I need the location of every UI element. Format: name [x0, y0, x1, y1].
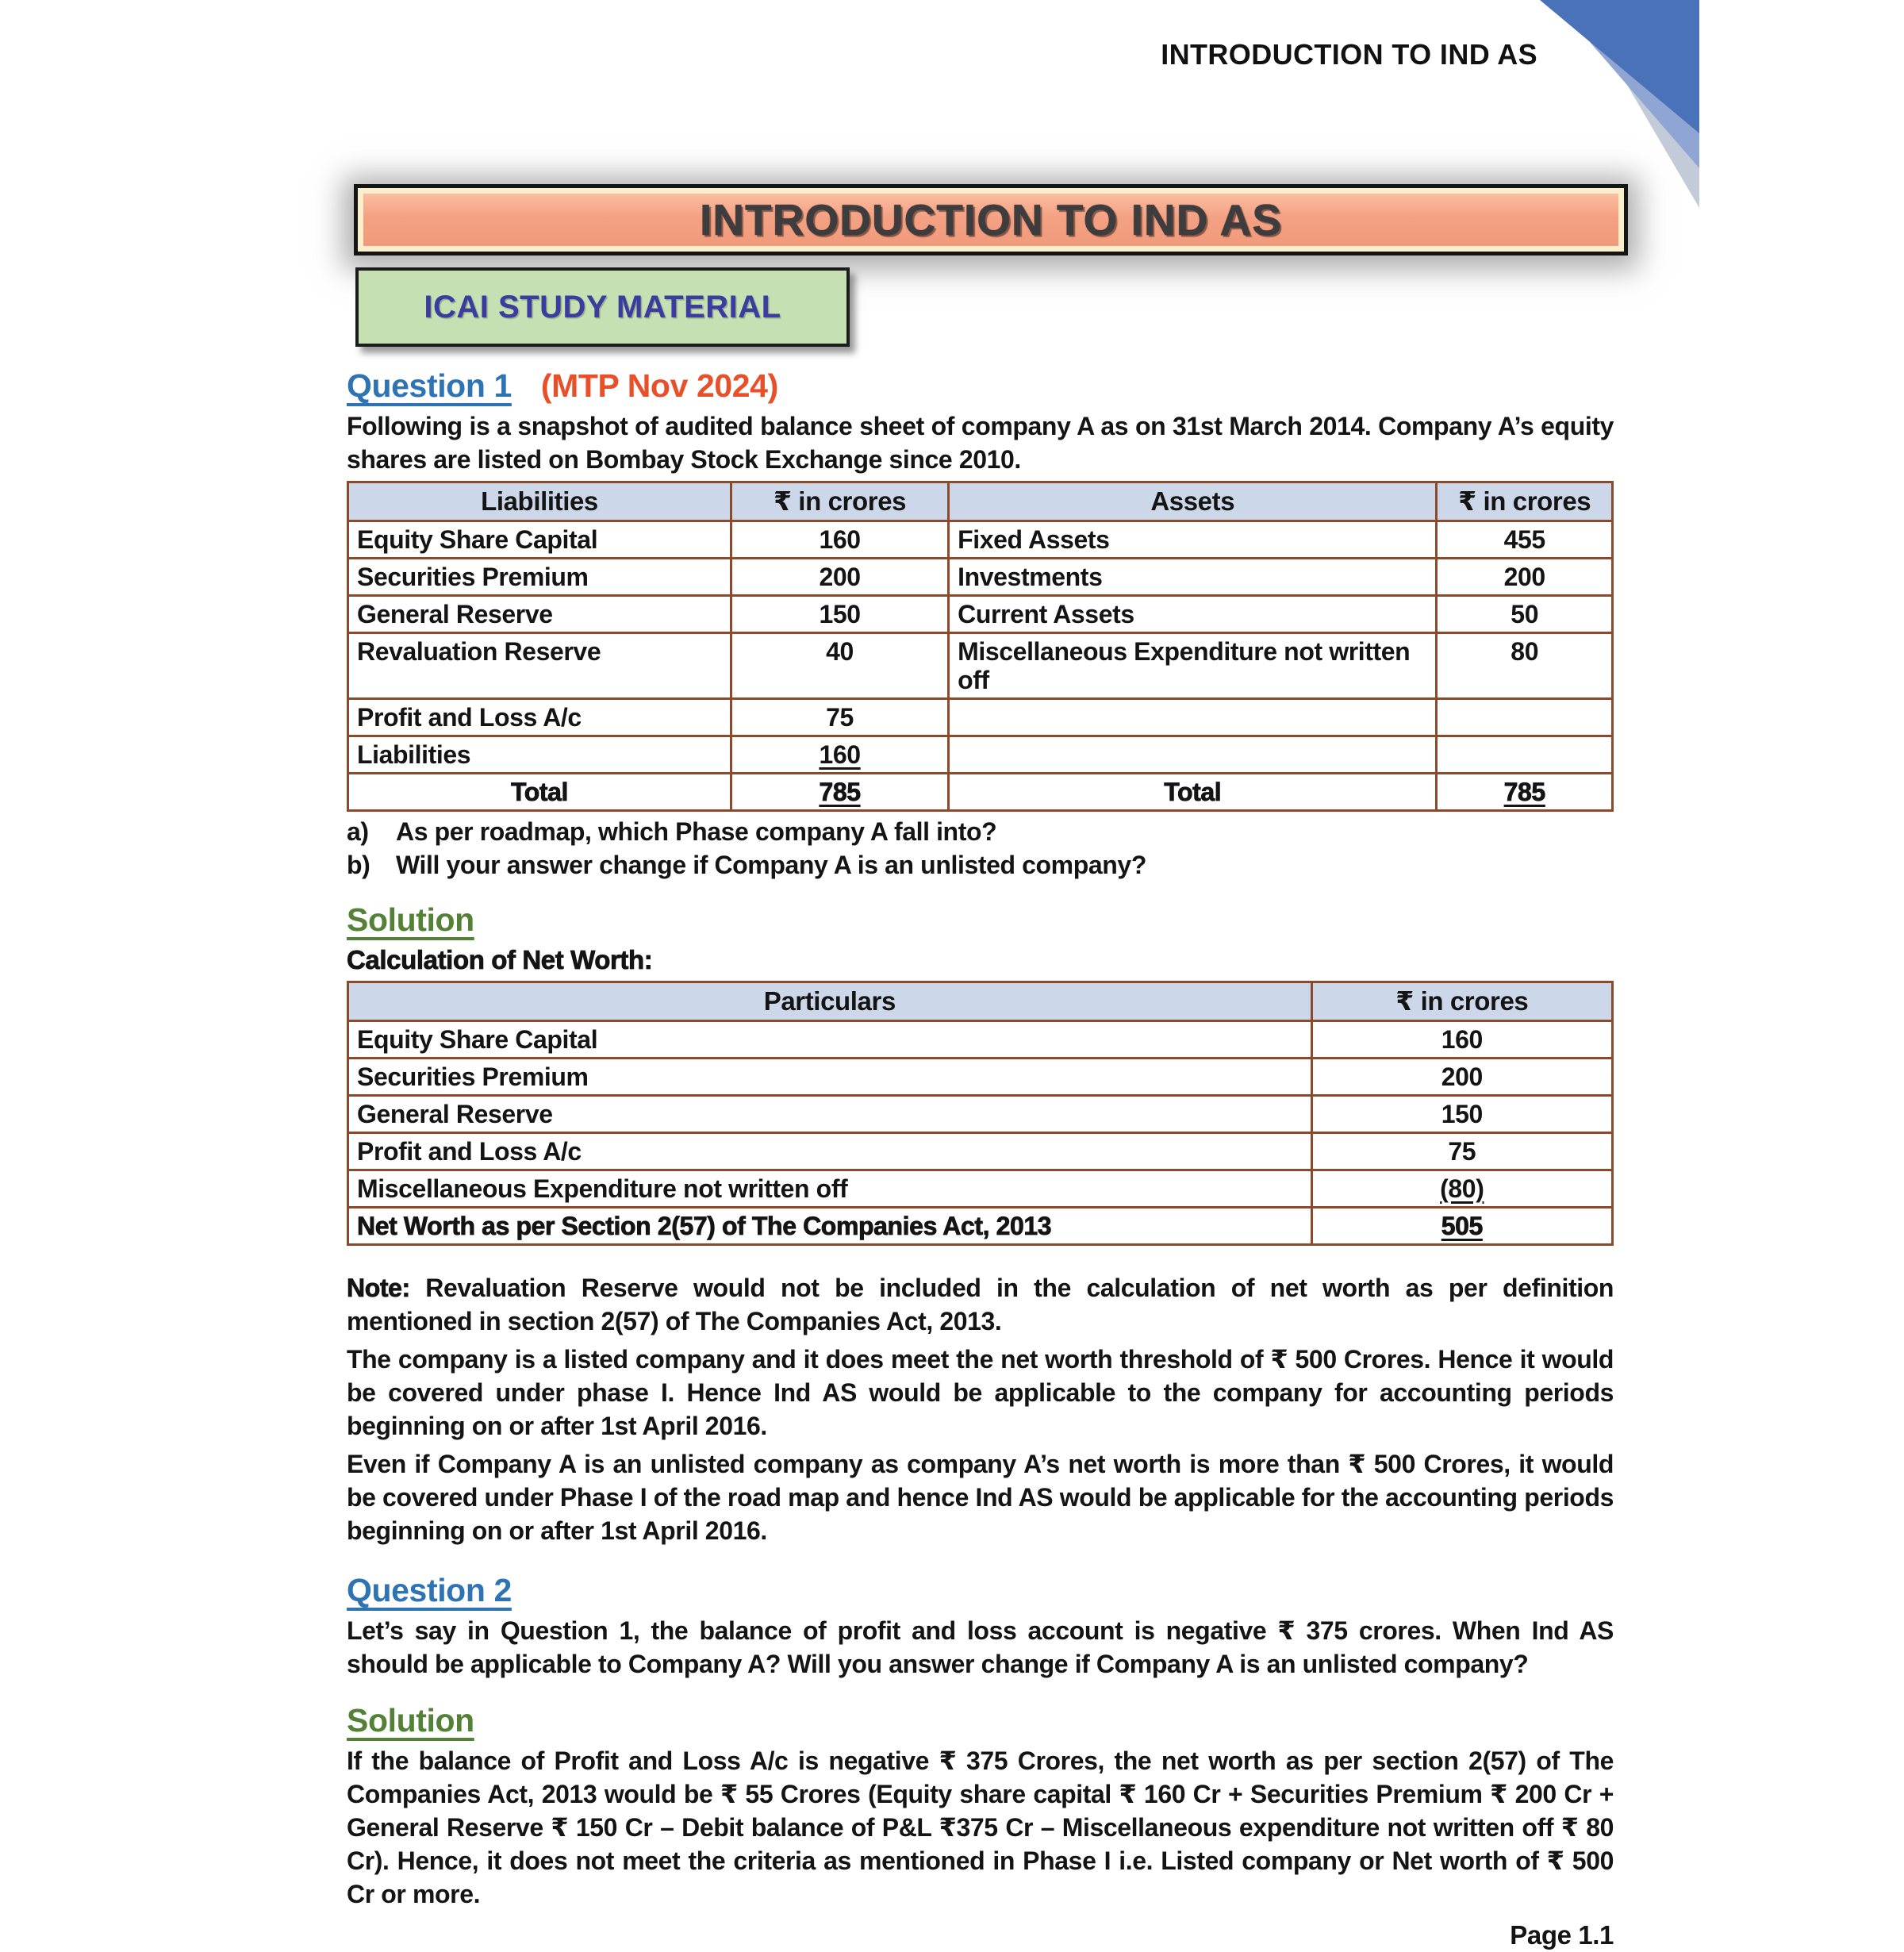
table-cell: 200: [1437, 559, 1613, 596]
question2-heading-row: [347, 1571, 1614, 1609]
table-cell: 75: [731, 699, 948, 736]
table-cell: Investments: [949, 559, 1437, 596]
table-row: [348, 633, 1613, 699]
table-cell: Profit and Loss A/c: [348, 699, 731, 736]
icai-study-material-box: [355, 267, 850, 347]
column-header: ₹ in crores: [1437, 482, 1613, 521]
table-cell: Miscellaneous Expenditure not written off: [348, 1170, 1312, 1208]
table-cell: Liabilities: [348, 736, 731, 774]
table-cell: Fixed Assets: [949, 521, 1437, 559]
solution2-text: If the balance of Profit and Loss A/c is negative ₹ 375 Crores, the net worth as per section 2(57) of The Companies Act, 2013 would be ₹ 55 Crores (Equity share capital ₹ 160 Cr + Securities Premium ₹ 200 Cr + General Reserve ₹ 150 Cr – Debit balance of P&L ₹375 Cr – Miscellaneous expenditure not written off ₹ 80 Cr). Hence, it does not meet the criteria as mentioned in Phase I i.e. Listed company or Net worth of ₹ 500 Cr or more.: [347, 1746, 1614, 1908]
question2-text: Let’s say in Question 1, the balance of profit and loss account is negative ₹ 375 crores. When Ind AS should be applicable to Company A? Will you answer change if Company A is an unlisted company?: [347, 1616, 1614, 1678]
table-cell: General Reserve: [348, 1096, 1312, 1133]
question1-tag: (MTP Nov 2024): [540, 367, 778, 404]
question1-heading: Question 1: [347, 367, 512, 404]
table-row: [348, 736, 1613, 774]
table-row: [348, 699, 1613, 736]
table-cell: [1437, 736, 1613, 774]
question1-heading-row: [347, 367, 1614, 405]
table-cell: 455: [1437, 521, 1613, 559]
networth-table: [347, 981, 1614, 1246]
table-cell: Revaluation Reserve: [348, 633, 731, 699]
page-number: Page 1.1: [1510, 1920, 1614, 1950]
corner-blue-triangle: [1540, 0, 1699, 133]
table-cell: Equity Share Capital: [348, 521, 731, 559]
icai-study-material-label: ICAI STUDY MATERIAL: [424, 289, 781, 325]
table-row: [348, 1133, 1613, 1170]
solution1-para2: The company is a listed company and it does meet the net worth threshold of ₹ 500 Crores. Hence it would be covered under phase I. Hence Ind AS would be applicable to the company for accounting periods beginning on or after 1st April 2016.: [347, 1345, 1614, 1440]
table-cell: 505: [1311, 1208, 1612, 1245]
note-text: Revaluation Reserve would not be included in the calculation of net worth as per definition mentioned in section 2(57) of The Companies Act, 2013.: [347, 1274, 1614, 1335]
page-header-title: INTRODUCTION TO IND AS: [1161, 38, 1537, 71]
table-cell: 785: [731, 774, 948, 811]
table-row: [348, 596, 1613, 633]
table-cell: Securities Premium: [348, 1059, 1312, 1096]
note-paragraph: [347, 1271, 1614, 1338]
table-row: [348, 1170, 1613, 1208]
table-row: [348, 1021, 1613, 1059]
column-header: ₹ in crores: [731, 482, 948, 521]
table-cell: 785: [1437, 774, 1613, 811]
title-banner-inner: [358, 188, 1624, 252]
table-cell: Total: [949, 774, 1437, 811]
table-cell: 160: [1311, 1021, 1612, 1059]
corner-midblue-triangle: [1553, 0, 1699, 168]
table-header-row: [348, 482, 1613, 521]
table-cell: 160: [731, 521, 948, 559]
table-cell: 40: [731, 633, 948, 699]
table-cell: Miscellaneous Expenditure not written off: [949, 633, 1437, 699]
question2-heading: Question 2: [347, 1572, 512, 1608]
part-a-label: a): [347, 817, 369, 846]
table-row: [348, 559, 1613, 596]
table-cell: (80): [1311, 1170, 1612, 1208]
table-cell: Current Assets: [949, 596, 1437, 633]
part-b-label: b): [347, 851, 370, 879]
table-cell: 200: [1311, 1059, 1612, 1096]
table-row: [348, 521, 1613, 559]
solution2-heading: Solution: [347, 1702, 474, 1739]
table-cell: 150: [1311, 1096, 1612, 1133]
table-cell: [949, 736, 1437, 774]
balance-sheet-table: [347, 481, 1614, 812]
table-cell: Equity Share Capital: [348, 1021, 1312, 1059]
title-banner: [354, 184, 1628, 256]
table-cell: Total: [348, 774, 731, 811]
table-row: [348, 1059, 1613, 1096]
table-cell: General Reserve: [348, 596, 731, 633]
doc-table: [347, 481, 1614, 812]
table-cell: 80: [1437, 633, 1613, 699]
column-header: ₹ in crores: [1311, 982, 1612, 1021]
solution1-heading-row: [347, 901, 1614, 939]
column-header: Assets: [949, 482, 1437, 521]
table-row: [348, 774, 1613, 811]
table-cell: Net Worth as per Section 2(57) of The Companies Act, 2013: [348, 1208, 1312, 1245]
question1-intro: Following is a snapshot of audited balance sheet of company A as on 31st March 2014. Company A’s equity shares are listed on Bombay Stock Exchange since 2010.: [347, 412, 1614, 474]
part-a-text: As per roadmap, which Phase company A fall into?: [396, 817, 997, 846]
column-header: Particulars: [348, 982, 1312, 1021]
table-cell: 150: [731, 596, 948, 633]
table-cell: [1437, 699, 1613, 736]
question1-part-a: [347, 815, 1614, 848]
question1-part-b: [347, 848, 1614, 882]
table-cell: Securities Premium: [348, 559, 731, 596]
solution1-para3: Even if Company A is an unlisted company as company A’s net worth is more than ₹ 500 Crores, it would be covered under Phase I of the road map and hence Ind AS would be applicable for the accounting periods beginning on or after 1st April 2016.: [347, 1450, 1614, 1545]
doc-table: [347, 981, 1614, 1246]
column-header: Liabilities: [348, 482, 731, 521]
table-cell: 160: [731, 736, 948, 774]
solution2-heading-row: [347, 1701, 1614, 1739]
table-cell: [949, 699, 1437, 736]
table-cell: 200: [731, 559, 948, 596]
banner-title: INTRODUCTION TO IND AS: [700, 195, 1282, 244]
networth-subheading: Calculation of Net Worth:: [347, 945, 653, 974]
table-cell: 75: [1311, 1133, 1612, 1170]
part-b-text: Will your answer change if Company A is an unlisted company?: [396, 851, 1146, 879]
corner-swoosh-decoration: [0, 0, 1904, 333]
table-header-row: [348, 982, 1613, 1021]
table-row: [348, 1208, 1613, 1245]
table-cell: 50: [1437, 596, 1613, 633]
content-column: [347, 367, 1614, 1952]
table-cell: Profit and Loss A/c: [348, 1133, 1312, 1170]
solution1-heading: Solution: [347, 901, 474, 938]
note-label: Note:: [347, 1274, 410, 1302]
corner-gray-triangle: [1577, 0, 1699, 208]
table-row: [348, 1096, 1613, 1133]
